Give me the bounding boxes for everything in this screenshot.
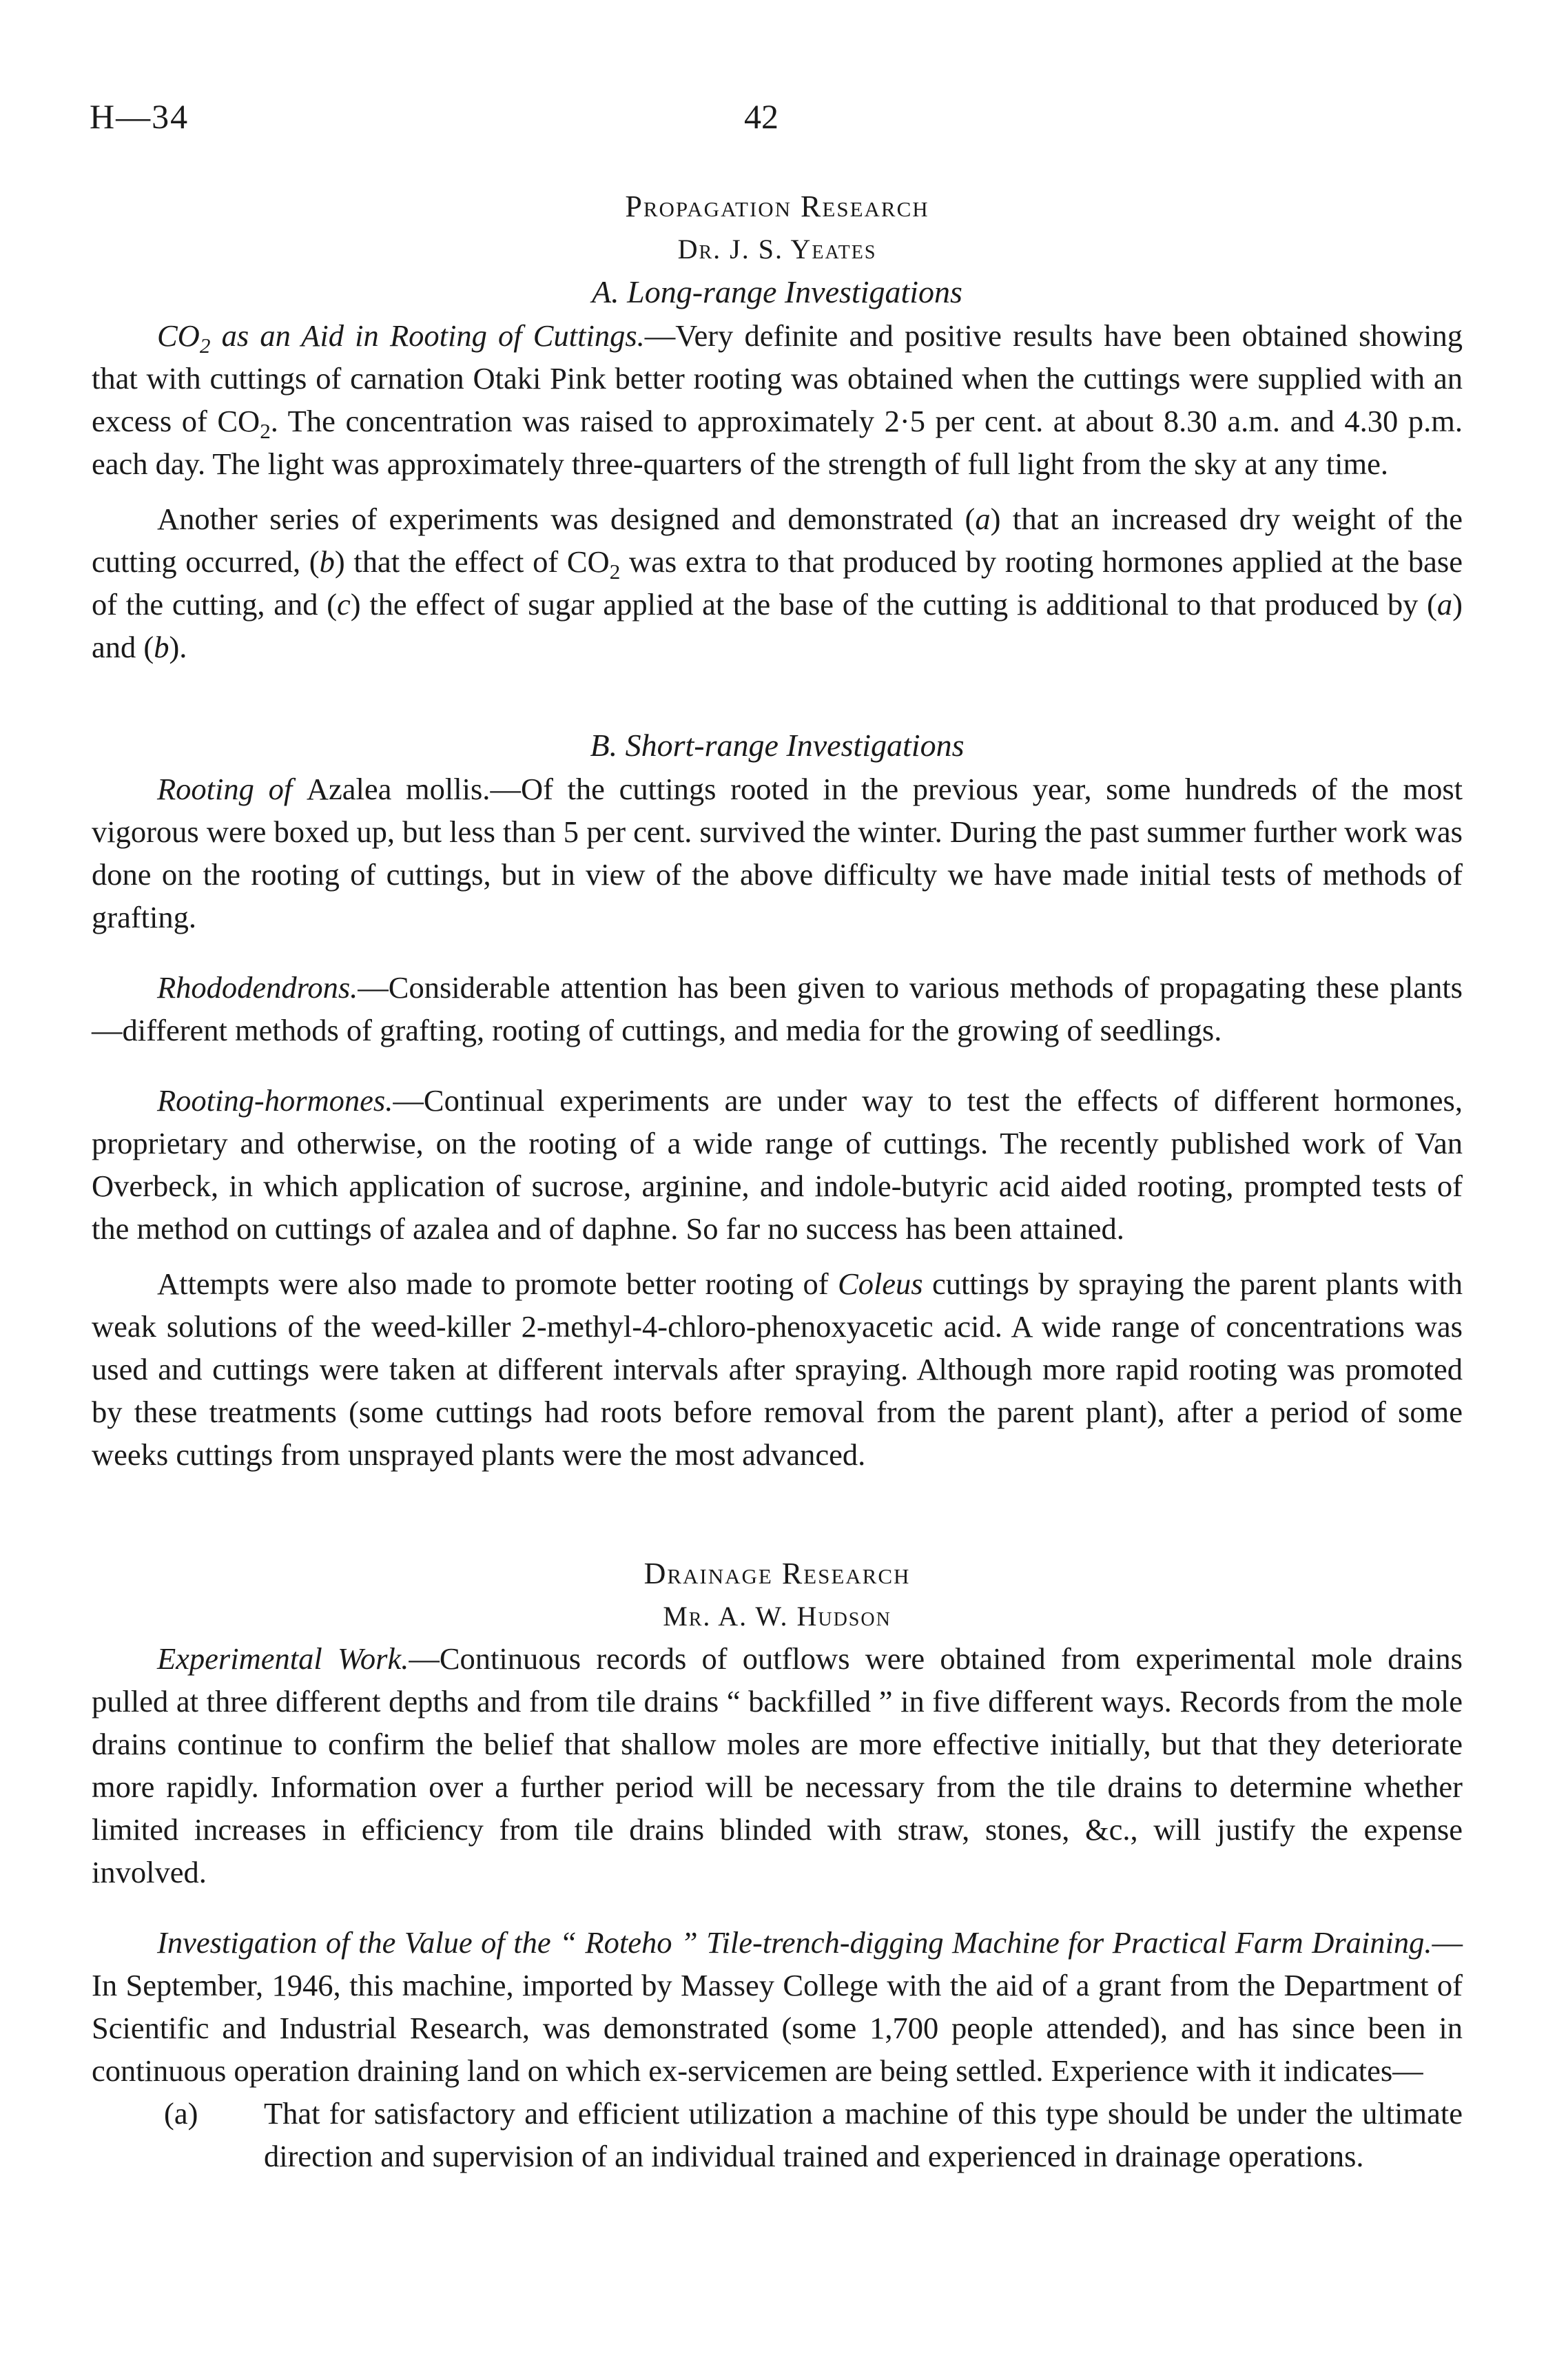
list-item-text: That for satisfactory and efficient utilization a machine of this type should be under the ultimate direction and supervision of an individual trained and experienced in drainage operations. [264, 2096, 1463, 2173]
page-number: 42 [744, 97, 779, 136]
author-drainage: Mr. A. W. Hudson [663, 1601, 891, 1632]
document-code: H—34 [90, 97, 189, 136]
paragraph-co2: $CO_2$ as an Aid in Rooting of Cuttings.—Very definite and positive results have been obtained showing that with cuttings of carnation Otaki Pink better rooting was obtained when the cuttings were supplied with an excess of $CO_2$. The concentration was raised to approximately 2·5 per cent. at about 8.30 a.m. and 4.30 p.m. each day. The light was approximately three-quarters of the strength of full light from the sky at any time. [92, 318, 1463, 481]
paragraph-azalea: Rooting of Azalea mollis.—Of the cuttings rooted in the previous year, some hundreds of the most vigorous were boxed up, but less than 5 per cent. survived the winter. During the past summer further work was done on the rooting of cuttings, but in view of the above difficulty we have made initial tests of methods of grafting. [92, 772, 1463, 934]
list-item [92, 2092, 1463, 2177]
species-name: Azalea mollis. [306, 772, 491, 806]
section-title-propagation: Propagation Research [625, 189, 929, 223]
paragraph-rhododendrons: Rhododendrons.—Considerable attention has been given to various methods of propagating these plants—different methods of grafting, rooting of cuttings, and media for the growing of seedlings. [92, 970, 1463, 1047]
page-body [92, 185, 1463, 2177]
paragraph-coleus: Attempts were also made to promote better rooting of Coleus cuttings by spraying the parent plants with weak solutions of the weed-killer 2-methyl-4-chloro-phenoxyacetic acid. A wide range of concentrations was used and cuttings were taken at different intervals after spraying. Although more rapid rooting was promoted by these treatments (some cuttings had roots before removal from the parent plant), after a period of some weeks cuttings from unsprayed plants were the most advanced. [92, 1266, 1463, 1472]
subsection-title-short-range: B. Short-range Investigations [590, 728, 965, 763]
list-item-label: (a) [164, 2096, 198, 2131]
paragraph-roteho-machine: Investigation of the Value of the “ Roteho ” Tile-trench-digging Machine for Practical Farm Draining.—In September, 1946, this machine, imported by Massey College with the aid of a grant from the Department of Scientific and Industrial Research, was demonstrated (some 1,700 people attended), and has since been in continuous operation draining land on which ex-servicemen are being settled. Experience with it indicates— [92, 1925, 1463, 2088]
page-header [90, 96, 1456, 145]
paragraph-experimental-work: Experimental Work.—Continuous records of outflows were obtained from experimental mole drains pulled at three different depths and from tile drains “ backfilled ” in five different ways. Records from the mole drains continue to confirm the belief that shallow moles are more effective initially, but that they deteriorate more rapidly. Information over a further period will be necessary from the tile drains to determine whether limited increases in efficiency from tile drains blinded with straw, stones, &c., will justify the expense involved. [92, 1641, 1463, 1889]
section-title-drainage: Drainage Research [643, 1557, 911, 1590]
paragraph-another-series: Another series of experiments was designed and demonstrated (a) that an increased dry weight of the cutting occurred, (b) that the effect of $CO_2$ was extra to that produced by rooting hormones applied at the base of the cutting, and (c) the effect of sugar applied at the base of the cutting is additional to that produced by (a) and (b). [92, 502, 1463, 664]
lead-co2: $CO_2$ as an Aid in Rooting of Cuttings. [157, 318, 645, 358]
author-propagation: Dr. J. S. Yeates [677, 234, 877, 265]
subsection-title-long-range: A. Long-range Investigations [592, 274, 962, 309]
paragraph-rooting-hormones: Rooting-hormones.—Continual experiments are under way to test the effects of different hormones, proprietary and otherwise, on the rooting of a wide range of cuttings. The recently published work of Van Overbeck, in which application of sucrose, arginine, and indole-butyric acid aided rooting, prompted tests of the method on cuttings of azalea and of daphne. So far no success has been attained. [92, 1083, 1463, 1246]
